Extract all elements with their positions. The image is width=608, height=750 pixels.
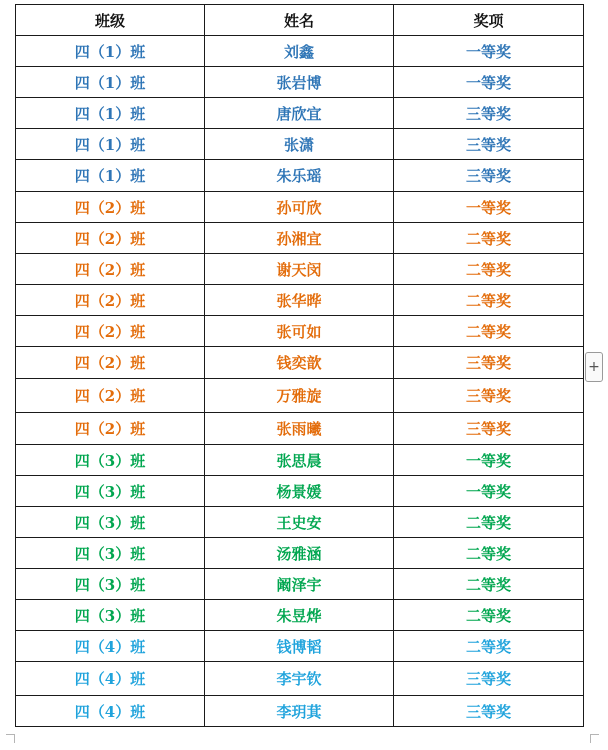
cell-award: 三等奖: [394, 696, 584, 727]
cell-name: 张可如: [205, 316, 394, 347]
cell-name: 唐欣宜: [205, 98, 394, 129]
cell-name: 王史安: [205, 507, 394, 538]
cell-class: 四（2）班: [16, 413, 205, 445]
table-row: [16, 696, 584, 727]
cell-award: 三等奖: [394, 413, 584, 445]
cell-award: 二等奖: [394, 569, 584, 600]
table-row: [16, 413, 584, 445]
cell-name: 孙湘宜: [205, 223, 394, 254]
cell-name: 谢天闵: [205, 254, 394, 285]
table-row: [16, 67, 584, 98]
cell-name: 钱博韬: [205, 631, 394, 662]
table-row: [16, 285, 584, 316]
cell-name: 刘鑫: [205, 36, 394, 67]
cell-award: 一等奖: [394, 476, 584, 507]
cell-class: 四（3）班: [16, 538, 205, 569]
table-row: [16, 160, 584, 192]
cell-class: 四（1）班: [16, 129, 205, 160]
add-row-handle[interactable]: [585, 352, 603, 382]
cell-class: 四（4）班: [16, 696, 205, 727]
cell-class: 四（4）班: [16, 631, 205, 662]
cell-class: 四（2）班: [16, 223, 205, 254]
cell-name: 张思晨: [205, 445, 394, 476]
table-row: [16, 36, 584, 67]
cell-award: 二等奖: [394, 600, 584, 631]
table-row: [16, 129, 584, 160]
table-row: [16, 254, 584, 285]
table-row: [16, 347, 584, 379]
cell-name: 张岩博: [205, 67, 394, 98]
cell-class: 四（2）班: [16, 192, 205, 223]
header-row: [16, 5, 584, 36]
cell-award: 一等奖: [394, 445, 584, 476]
cell-class: 四（4）班: [16, 662, 205, 696]
award-table-body: [16, 36, 584, 727]
cell-class: 四（3）班: [16, 507, 205, 538]
cell-name: 孙可欣: [205, 192, 394, 223]
table-row: [16, 445, 584, 476]
cell-class: 四（1）班: [16, 67, 205, 98]
cell-award: 二等奖: [394, 285, 584, 316]
cell-name: 杨景媛: [205, 476, 394, 507]
cell-class: 四（1）班: [16, 98, 205, 129]
cell-class: 四（2）班: [16, 379, 205, 413]
cell-class: 四（3）班: [16, 569, 205, 600]
table-row: [16, 538, 584, 569]
award-table: [15, 4, 584, 727]
table-row: [16, 192, 584, 223]
cell-award: 二等奖: [394, 254, 584, 285]
table-row: [16, 476, 584, 507]
table-row: [16, 600, 584, 631]
table-row: [16, 569, 584, 600]
table-row: [16, 316, 584, 347]
cell-class: 四（2）班: [16, 254, 205, 285]
cell-name: 李宇钦: [205, 662, 394, 696]
cell-class: 四（3）班: [16, 476, 205, 507]
cell-award: 二等奖: [394, 223, 584, 254]
header-class: 班级: [16, 5, 205, 36]
cell-award: 二等奖: [394, 631, 584, 662]
page-corner-mark-left: [6, 734, 15, 743]
cell-name: 李玥萁: [205, 696, 394, 727]
page-corner-mark-right: [590, 734, 599, 743]
table-row: [16, 98, 584, 129]
cell-award: 一等奖: [394, 67, 584, 98]
cell-award: 三等奖: [394, 662, 584, 696]
plus-icon: +: [588, 359, 600, 375]
cell-name: 张潇: [205, 129, 394, 160]
award-table-header: [16, 5, 584, 36]
cell-class: 四（3）班: [16, 600, 205, 631]
cell-name: 万雅旋: [205, 379, 394, 413]
table-row: [16, 379, 584, 413]
cell-name: 阚泽宇: [205, 569, 394, 600]
cell-award: 一等奖: [394, 192, 584, 223]
cell-award: 二等奖: [394, 507, 584, 538]
table-row: [16, 631, 584, 662]
cell-class: 四（3）班: [16, 445, 205, 476]
cell-award: 二等奖: [394, 316, 584, 347]
cell-award: 三等奖: [394, 379, 584, 413]
cell-class: 四（1）班: [16, 36, 205, 67]
cell-name: 朱乐瑶: [205, 160, 394, 192]
cell-name: 张雨曦: [205, 413, 394, 445]
cell-award: 三等奖: [394, 129, 584, 160]
header-name: 姓名: [205, 5, 394, 36]
cell-class: 四（2）班: [16, 285, 205, 316]
header-award: 奖项: [394, 5, 584, 36]
table-row: [16, 662, 584, 696]
table-row: [16, 223, 584, 254]
cell-name: 汤雅涵: [205, 538, 394, 569]
cell-class: 四（2）班: [16, 347, 205, 379]
cell-name: 张华晔: [205, 285, 394, 316]
cell-award: 三等奖: [394, 98, 584, 129]
cell-award: 三等奖: [394, 160, 584, 192]
cell-award: 一等奖: [394, 36, 584, 67]
cell-award: 三等奖: [394, 347, 584, 379]
cell-award: 二等奖: [394, 538, 584, 569]
cell-class: 四（1）班: [16, 160, 205, 192]
cell-name: 朱昱烨: [205, 600, 394, 631]
table-row: [16, 507, 584, 538]
cell-class: 四（2）班: [16, 316, 205, 347]
cell-name: 钱奕歆: [205, 347, 394, 379]
